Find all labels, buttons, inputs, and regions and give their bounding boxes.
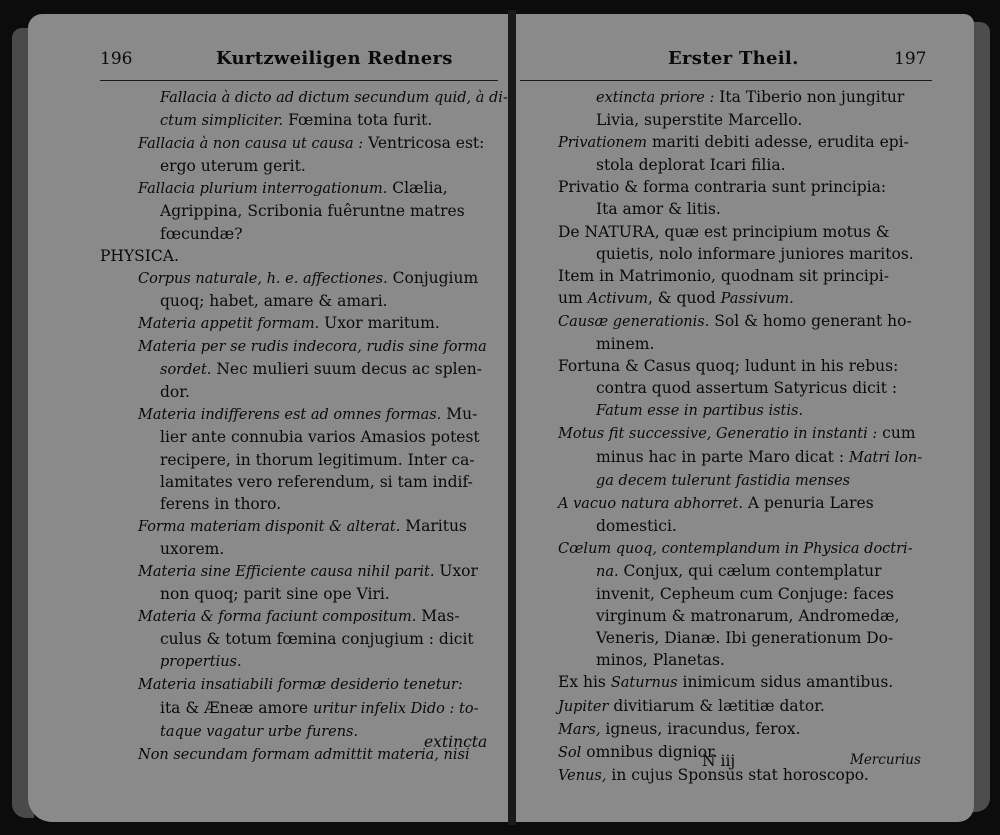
text-line [558,446,958,469]
right-signature-mark: N iij [702,752,736,770]
text-run: minem. [596,335,655,354]
text-run: Nec mulieri suum decus ac splen- [211,360,482,379]
text-line [100,673,504,696]
text-run: inimicum sidus amantibus. [677,673,894,692]
text-run: Privatio & forma contraria sunt principia: [558,178,887,197]
italic-text-run: Materia & forma faciunt compositum. [138,609,417,626]
text-line [100,471,504,493]
text-line [558,422,958,445]
text-line [558,333,958,355]
italic-text-run: Fatum esse in partibus istis. [596,403,804,420]
left-catchword: extincta [424,733,488,751]
text-line [100,538,504,560]
text-run: minus hac in parte Maro dicat : [596,447,849,466]
text-line [100,697,504,720]
text-line [100,403,504,426]
italic-text-run: Activum [587,290,648,307]
text-run: Uxor [434,561,478,580]
text-run: culus & totum fœmina conjugium : dicit [160,630,474,649]
italic-text-run: Mars, [558,721,601,738]
italic-text-run: Passivum. [720,290,794,307]
text-line [100,200,504,222]
text-run: contra quod assertum Satyricus dicit : [596,379,898,398]
italic-text-run: Fallacia plurium interrogationum. [138,181,388,198]
right-catchword: Mercurius [850,752,921,768]
text-run: fœcundæ? [160,224,243,243]
right-running-header [556,44,926,74]
text-run: ita & Æneæ amore [160,698,314,717]
text-run: , & quod [647,288,721,307]
text-run: virginum & matronarum, Andromedæ, [596,607,900,626]
italic-text-run: Materia appetit formam. [138,315,320,332]
text-run: Conjugium [387,268,479,287]
text-run: lier ante connubia varios Amasios potest [160,428,480,447]
text-run: Ita Tiberio non jungitur [714,88,905,106]
text-run: quietis, nolo informare juniores maritos. [596,244,914,263]
text-line [100,109,504,132]
text-run: ferens in thoro. [160,494,282,513]
text-run: uxorem. [160,539,225,558]
text-line [558,198,958,220]
text-line [558,560,958,583]
text-run: Ex his [558,673,611,692]
italic-text-run: Causæ generationis. [558,313,710,330]
text-line [558,605,958,627]
text-line [558,377,958,399]
text-line [100,381,504,403]
italic-text-run: Sol [558,744,582,761]
text-line [100,312,504,335]
italic-text-run: Fallacia à non causa ut causa : [138,136,364,153]
text-line [558,243,958,265]
italic-text-run: propertius. [160,654,242,671]
italic-text-run: Forma materiam disponit & alterat. [138,518,401,535]
text-line [100,223,504,245]
text-run: Agrippina, Scribonia fuêruntne matres [160,202,465,221]
text-line [558,355,958,377]
text-line [100,426,504,448]
text-run: igneus, iracundus, ferox. [600,719,801,738]
left-page-number: 196 [100,49,133,69]
text-line [558,131,958,154]
text-line [100,245,504,267]
text-line [100,605,504,628]
text-run: Mu- [441,405,478,424]
text-line [558,492,958,515]
text-line [100,177,504,200]
right-page-number: 197 [894,49,927,69]
text-line [558,671,958,694]
text-line [100,650,504,673]
right-page-text [558,86,958,787]
text-run: minos, Planetas. [596,651,725,670]
text-run: divitiarum & lætitiæ dator. [608,696,825,715]
text-line [558,718,958,741]
italic-text-run: extincta priore : [596,90,715,106]
text-line [100,493,504,515]
text-line [558,469,958,492]
text-run: Fœmina tota furit. [283,111,433,130]
text-line [558,265,958,287]
text-run: recipere, in thorum legitimum. Inter ca- [160,450,475,469]
italic-text-run: Venus, [558,767,607,784]
italic-text-run: ga decem tulerunt fastidia menses [596,472,851,489]
text-run: um [558,288,588,307]
text-run: Clælia, [387,179,448,198]
italic-text-run: Non secundam formam admittit materia, nisi [138,746,470,763]
text-run: De NATURA, quæ est principium motus & [558,222,890,241]
text-line [558,695,958,718]
italic-text-run: Privationem [558,135,648,152]
italic-text-run: Motus fit successive, Generatio in instanti : [558,426,878,443]
text-line [558,287,958,310]
italic-text-run: Cœlum quoq, contemplandum in Physica doctri- [558,540,913,557]
text-line [100,267,504,290]
text-line [100,515,504,538]
text-run: Mas- [416,607,460,626]
italic-text-run: Corpus naturale, h. e. affectiones. [138,270,388,287]
text-line [100,449,504,471]
italic-text-run: Materia sine Efficiente causa nihil parit. [138,563,435,580]
italic-text-run: A vacuo natura abhorret. [558,495,743,512]
text-line [100,628,504,650]
text-line [558,649,958,671]
text-run: non quoq; parit sine ope Viri. [160,585,390,604]
text-line [100,155,504,177]
text-run: A penuria Lares [742,493,874,512]
italic-text-run: Jupiter [558,698,609,715]
left-page-text [100,86,508,766]
left-running-head-title: Kurtzweiligen Redners [216,48,453,69]
text-run: Ita amor & litis. [596,200,721,219]
text-line [100,290,504,312]
left-running-header [100,44,490,74]
text-line [558,399,958,422]
text-run: Veneris, Dianæ. Ibi generationum Do- [596,629,894,648]
text-run: Uxor maritum. [319,313,440,332]
text-line [100,132,504,155]
text-run: Sol & homo generant ho- [709,311,912,330]
text-run: stola deplorat Icari filia. [596,156,786,175]
italic-text-run: Saturnus [610,675,678,692]
text-run: Conjux, qui cælum contemplatur [618,561,882,580]
italic-text-run: Materia insatiabili formæ desiderio tenetur: [138,677,463,694]
text-run: Livia, superstite Marcello. [596,111,803,130]
left-header-rule [100,80,498,81]
text-run: Ventricosa est: [363,134,485,153]
text-run: dor. [160,383,190,402]
text-run: ergo uterum gerit. [160,157,306,176]
text-line [558,176,958,198]
text-run: quoq; habet, amare & amari. [160,291,388,310]
text-run: omnibus dignior. [581,742,718,761]
right-running-head-title: Erster Theil. [668,48,799,69]
text-run: domestici. [596,516,677,535]
text-run: invenit, Cepheum cum Conjuge: faces [596,585,894,604]
text-line [558,515,958,537]
text-line [100,86,508,109]
text-run: lamitates vero referendum, si tam indif- [160,472,473,491]
right-header-rule [520,80,932,81]
text-run: cum [877,424,916,443]
text-run: Item in Matrimonio, quodnam sit principi- [558,266,889,285]
text-line [558,310,958,333]
text-line [558,109,958,131]
book-gutter [508,10,516,825]
text-line [100,583,504,605]
italic-text-run: sordet. [160,362,212,379]
italic-text-run: Materia indifferens est ad omnes formas. [138,407,442,424]
italic-text-run: Fallacia à dicto ad dictum secundum quid, à di- [160,90,508,106]
text-run: PHYSICA. [100,246,179,265]
italic-text-run: uritur infelix Dido : to- [313,700,479,717]
text-line [558,627,958,649]
italic-text-run: taque vagatur urbe furens. [160,723,359,740]
text-run: Fortuna & Casus quoq; ludunt in his rebus: [558,357,899,376]
italic-text-run: Matri lon- [849,449,923,466]
italic-text-run: ctum simpliciter. [160,113,284,130]
italic-text-run: na. [596,563,619,580]
text-line [558,583,958,605]
italic-text-run: Materia per se rudis indecora, rudis sine forma [138,339,487,356]
text-line [558,537,958,560]
text-line [558,221,958,243]
text-line [100,358,504,381]
text-run: Maritus [400,516,467,535]
text-line [558,86,958,109]
text-line [100,335,504,358]
text-run: mariti debiti adesse, erudita epi- [647,133,909,152]
text-run: in cujus Sponsus stat horoscopo. [606,765,869,784]
text-line [100,560,504,583]
text-line [558,154,958,176]
